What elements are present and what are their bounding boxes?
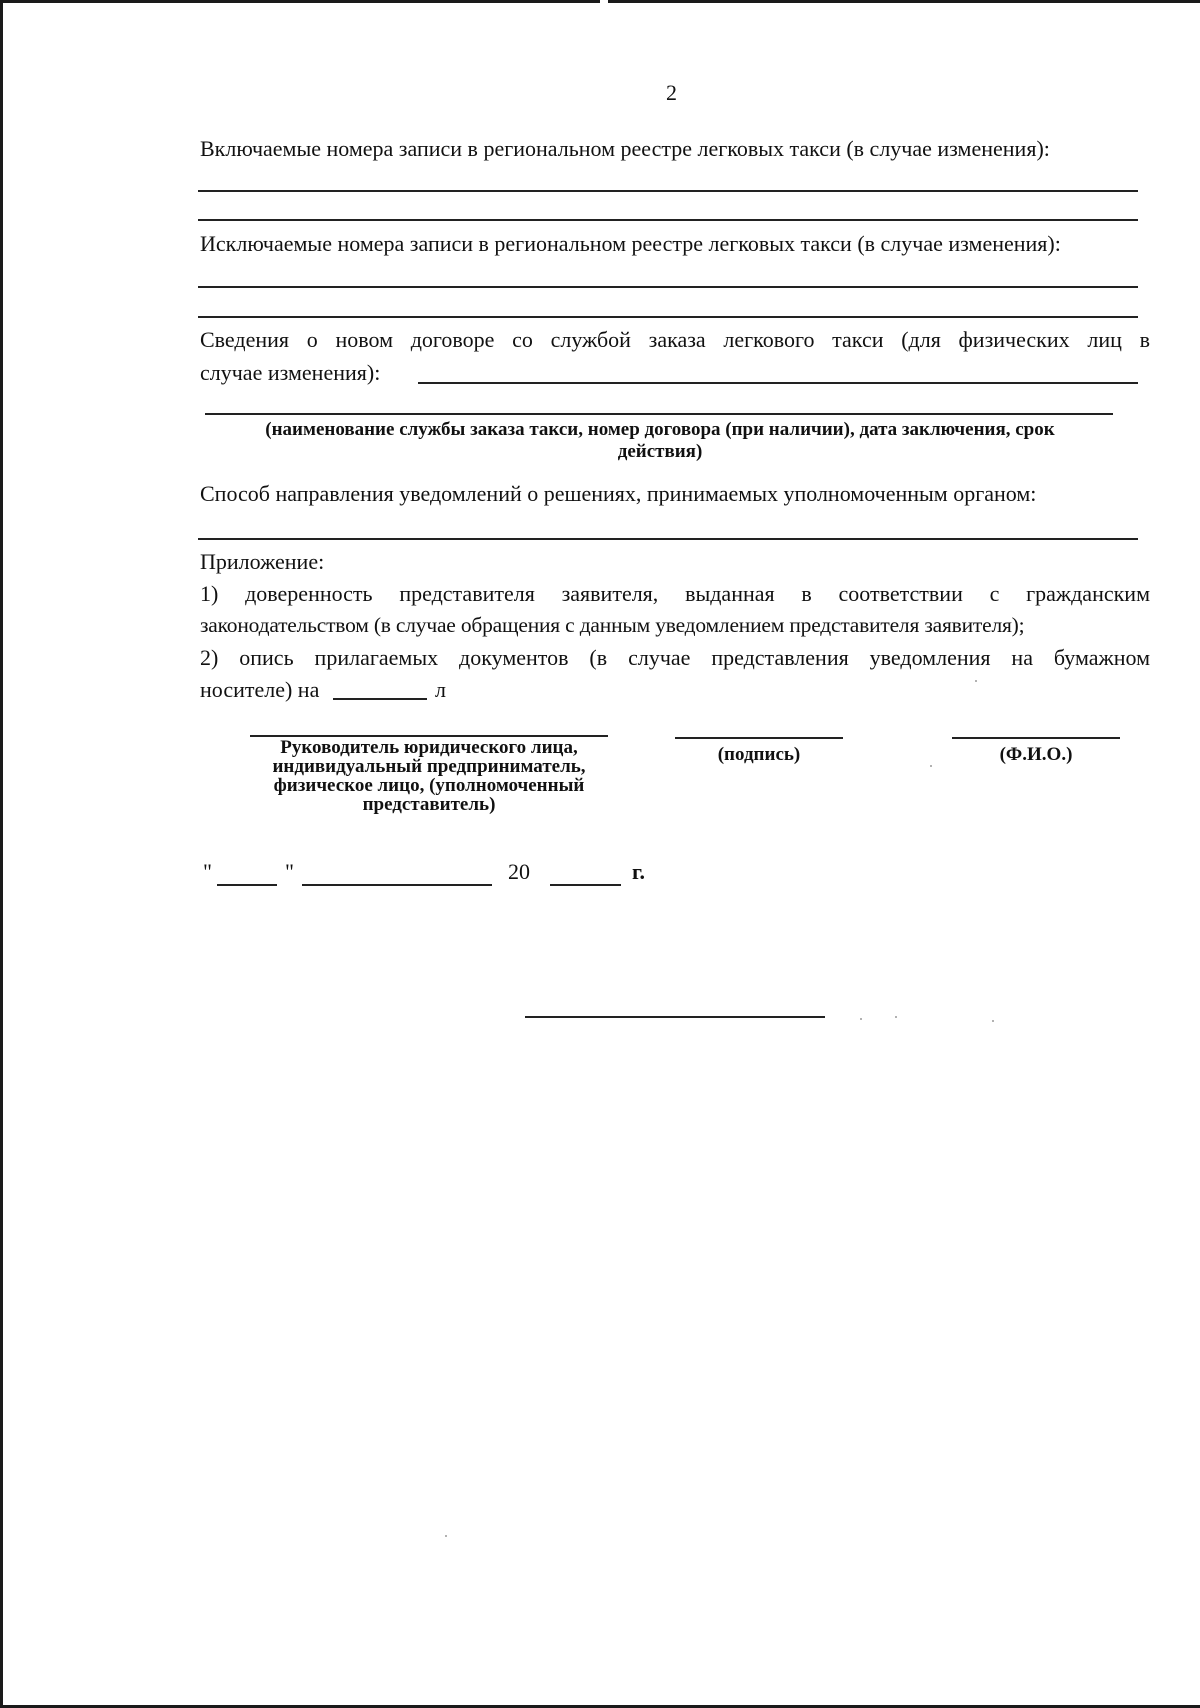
new-contract-line-1: Сведения о новом договоре со службой заказа легкового такси (для физических лиц в xyxy=(200,327,1150,352)
new-contract-caption: (наименование службы заказа такси, номер договора (при наличии), дата заключения, срок действия) xyxy=(265,419,1055,462)
date-month-line xyxy=(302,884,492,886)
scan-speck xyxy=(895,1016,897,1018)
scan-speck xyxy=(445,1535,447,1537)
role-caption: Руководитель юридического лица, индивидуальный предприниматель, физическое лицо, (уполномоченный представитель) xyxy=(272,737,586,815)
attachment-item-1-line-2: законодательством (в случае обращения с данным уведомлением представителя заявителя); xyxy=(200,613,1025,637)
notification-method-label: Способ направления уведомлений о решениях, принимаемых уполномоченным органом: xyxy=(200,481,1037,506)
attachment-item-2-prefix: носителе) на xyxy=(200,677,320,702)
new-contract-line-2-fill xyxy=(205,413,1113,415)
attachment-sheet-count-line xyxy=(333,698,427,700)
scan-speck xyxy=(992,1020,994,1022)
attachment-item-2-suffix: л xyxy=(435,677,446,702)
excluded-records-line-1 xyxy=(198,286,1138,288)
date-close-quote: " xyxy=(285,859,294,884)
notification-method-line xyxy=(198,538,1138,540)
signature-caption: (подпись) xyxy=(717,744,801,765)
date-year-line xyxy=(550,884,621,886)
name-line xyxy=(952,737,1120,739)
scan-speck xyxy=(975,680,977,682)
included-records-line-1 xyxy=(198,190,1138,192)
included-records-line-2 xyxy=(198,219,1138,221)
scan-edge-left xyxy=(0,0,3,1708)
new-contract-fill-line xyxy=(418,382,1138,384)
page-number: 2 xyxy=(666,80,677,105)
scan-speck xyxy=(930,765,932,767)
included-records-label: Включаемые номера записи в региональном реестре легковых такси (в случае изменения): xyxy=(200,136,1050,161)
new-contract-line-2: случае изменения): xyxy=(200,360,381,385)
date-year-prefix: 20 xyxy=(508,859,530,884)
scan-edge-top-right xyxy=(608,0,1200,3)
excluded-records-label: Исключаемые номера записи в региональном реестре легковых такси (в случае изменения): xyxy=(200,231,1061,256)
attachment-item-1-line-1: 1) доверенность представителя заявителя, выданная в соответствии с гражданским xyxy=(200,581,1150,606)
date-day-line xyxy=(217,884,277,886)
attachments-heading: Приложение: xyxy=(200,549,325,574)
excluded-records-line-2 xyxy=(198,316,1138,318)
attachment-item-2-line-1: 2) опись прилагаемых документов (в случае представления уведомления на бумажном xyxy=(200,645,1150,670)
scan-edge-top-left xyxy=(0,0,600,3)
closing-separator-line xyxy=(525,1016,825,1018)
date-year-suffix: г. xyxy=(632,859,646,884)
name-caption: (Ф.И.О.) xyxy=(999,744,1073,765)
date-open-quote: " xyxy=(203,859,212,884)
scan-speck xyxy=(860,1018,862,1020)
signature-line xyxy=(675,737,843,739)
